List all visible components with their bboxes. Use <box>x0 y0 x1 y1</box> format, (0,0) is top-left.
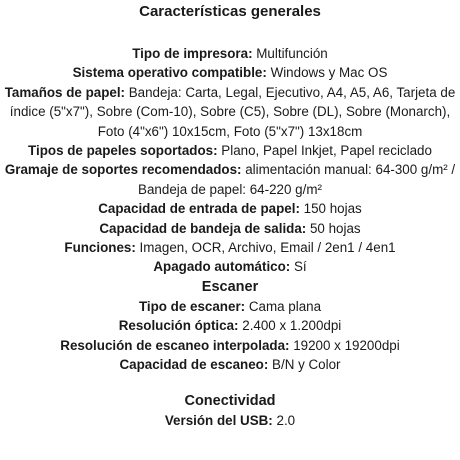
spec-value: 2.400 x 1.200dpi <box>242 318 342 334</box>
spec-label: Capacidad de escaneo: <box>119 357 269 373</box>
spec-value: alimentación manual: 64-300 g/m² / Bandeja de papel: 64-220 g/m² <box>138 162 456 197</box>
section-title-connectivity: Conectividad <box>184 392 276 409</box>
spec-label: Apagado automático: <box>153 259 291 275</box>
spec-value: 2.0 <box>276 412 296 428</box>
spec-label: Sistema operativo compatible: <box>72 65 267 81</box>
spec-value: Bandeja: Carta, Legal, Ejecutivo, A4, A5, A6, Tarjeta de índice (5"x7"), Sobre (Com-10), Sobre (C5), Sobre (DL), Sobre (Monarch), Foto (4"x6") 10x15cm, Foto (5"x7") 13x18cm <box>9 84 456 139</box>
spec-row <box>2 411 458 430</box>
spacer <box>2 24 458 44</box>
spec-label: Tipo de escaner: <box>138 298 246 314</box>
spec-label: Capacidad de entrada de papel: <box>98 201 300 217</box>
spec-row <box>2 355 458 374</box>
spec-value: Windows y Mac OS <box>270 65 388 81</box>
spec-label: Versión del USB: <box>164 412 273 428</box>
scanner-spec-list <box>2 297 458 375</box>
spec-value: Sí <box>293 259 307 275</box>
spec-value: Cama plana <box>248 298 322 314</box>
spec-row <box>2 141 458 160</box>
spec-row <box>2 336 458 355</box>
spec-row <box>2 219 458 238</box>
spec-value: 19200 x 19200dpi <box>293 337 400 353</box>
spec-label: Gramaje de soportes recomendados: <box>4 162 242 178</box>
spec-row <box>2 160 458 199</box>
spec-value: Multifunción <box>256 46 328 61</box>
spec-row <box>2 257 458 276</box>
section-title-general: Características generales <box>139 3 321 20</box>
spec-value: Imagen, OCR, Archivo, Email / 2en1 / 4en1 <box>139 240 396 256</box>
spec-row <box>2 297 458 316</box>
spec-row <box>2 199 458 218</box>
spec-label: Resolución de escaneo interpolada: <box>60 337 290 353</box>
spec-row <box>2 63 458 82</box>
spec-value: 150 hojas <box>303 201 362 217</box>
spec-value: Plano, Papel Inkjet, Papel reciclado <box>221 143 432 159</box>
general-spec-list <box>2 44 458 277</box>
section-title-scanner: Escaner <box>201 278 259 295</box>
spec-row <box>2 44 458 63</box>
spec-value: 50 hojas <box>309 220 361 236</box>
spec-label: Funciones: <box>64 240 136 256</box>
spec-row <box>2 83 458 141</box>
spec-label: Tipo de impresora: <box>132 46 253 61</box>
spec-row <box>2 238 458 257</box>
spec-value: B/N y Color <box>272 357 341 373</box>
spec-label: Capacidad de bandeja de salida: <box>99 220 307 236</box>
spec-label: Tamaños de papel: <box>4 84 125 100</box>
spec-row <box>2 316 458 335</box>
connectivity-spec-list <box>2 411 458 430</box>
spec-label: Resolución óptica: <box>118 318 239 334</box>
spec-label: Tipos de papeles soportados: <box>28 143 218 159</box>
spacer <box>2 375 458 391</box>
